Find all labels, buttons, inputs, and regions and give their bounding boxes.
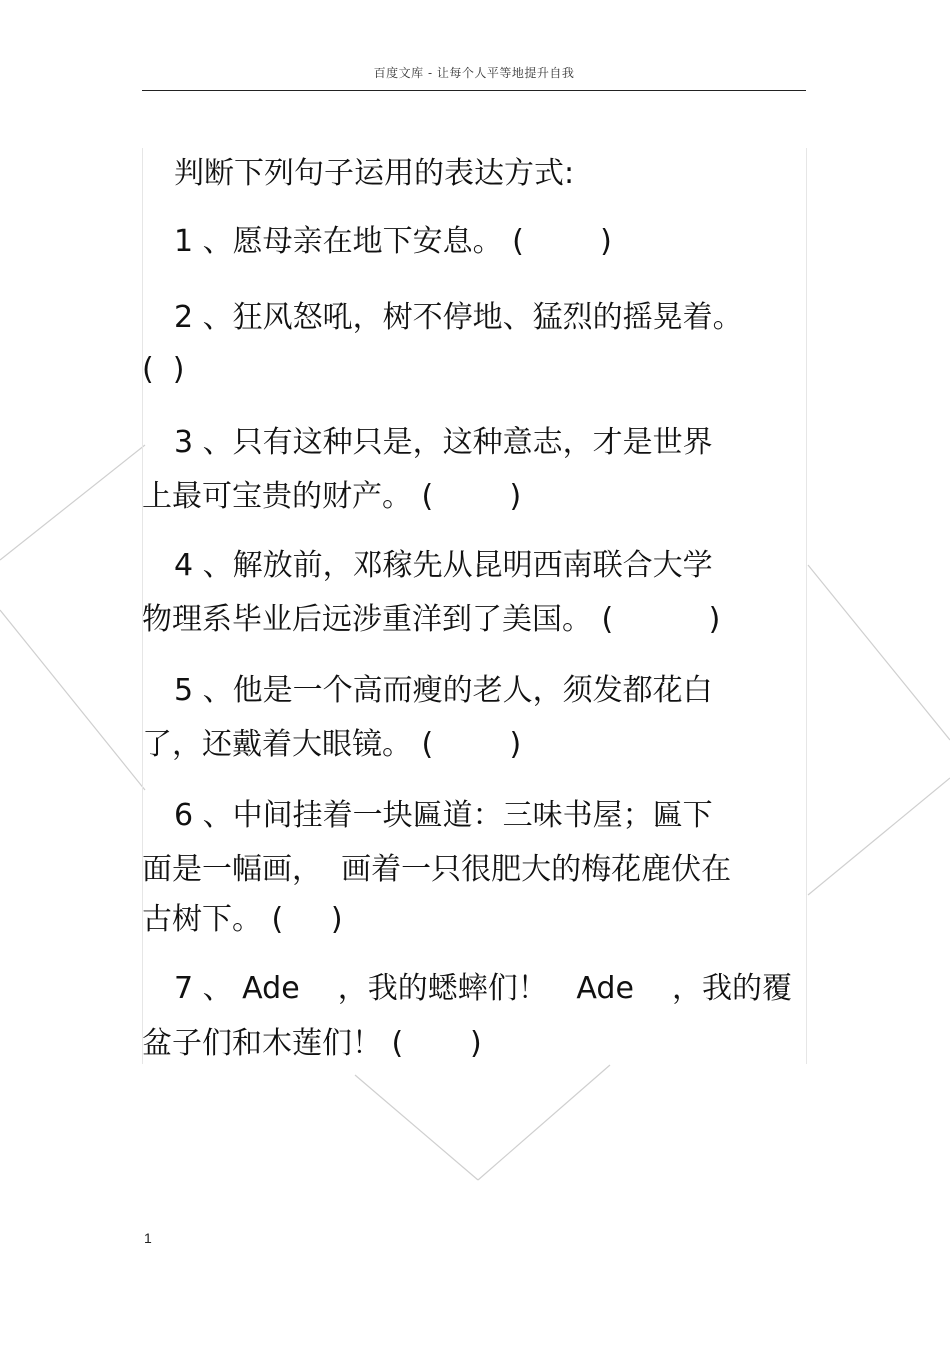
question-line: ( ) bbox=[142, 352, 185, 387]
question-line: 7 、 Ade ，我的蟋蟀们！ Ade ，我的覆 bbox=[174, 971, 793, 1006]
question-line: 古树下。 ( ) bbox=[142, 902, 343, 937]
content-border-right bbox=[806, 148, 807, 1064]
question-line: 5 、他是一个高而瘦的老人，须发都花白 bbox=[174, 673, 713, 708]
question-line: 2 、狂风怒吼，树不停地、猛烈的摇晃着。 bbox=[174, 300, 743, 335]
question-line: 4 、解放前，邓稼先从昆明西南联合大学 bbox=[174, 548, 713, 583]
question-line: 盆子们和木莲们！ ( ) bbox=[142, 1026, 482, 1061]
question-line: 3 、只有这种只是，这种意志，才是世界 bbox=[174, 425, 713, 460]
question-line: 物理系毕业后远涉重洋到了美国。 ( ) bbox=[142, 602, 721, 637]
question-line: 上最可宝贵的财产。 ( ) bbox=[142, 479, 522, 514]
page-header: 百度文库 - 让每个人平等地提升自我 bbox=[373, 66, 575, 80]
question-line: 了，还戴着大眼镜。 ( ) bbox=[142, 727, 522, 762]
question-line: 6 、中间挂着一块匾道：三味书屋；匾下 bbox=[174, 798, 713, 833]
question-sheet bbox=[142, 148, 806, 1064]
exercise-title: 判断下列句子运用的表达方式: bbox=[174, 156, 575, 191]
page-number: 1 bbox=[144, 1230, 152, 1246]
question-line: 面是一幅画， 画着一只很肥大的梅花鹿伏在 bbox=[142, 852, 732, 887]
header-divider bbox=[142, 90, 806, 91]
question-line: 1 、愿母亲在地下安息。 ( ) bbox=[174, 224, 612, 259]
